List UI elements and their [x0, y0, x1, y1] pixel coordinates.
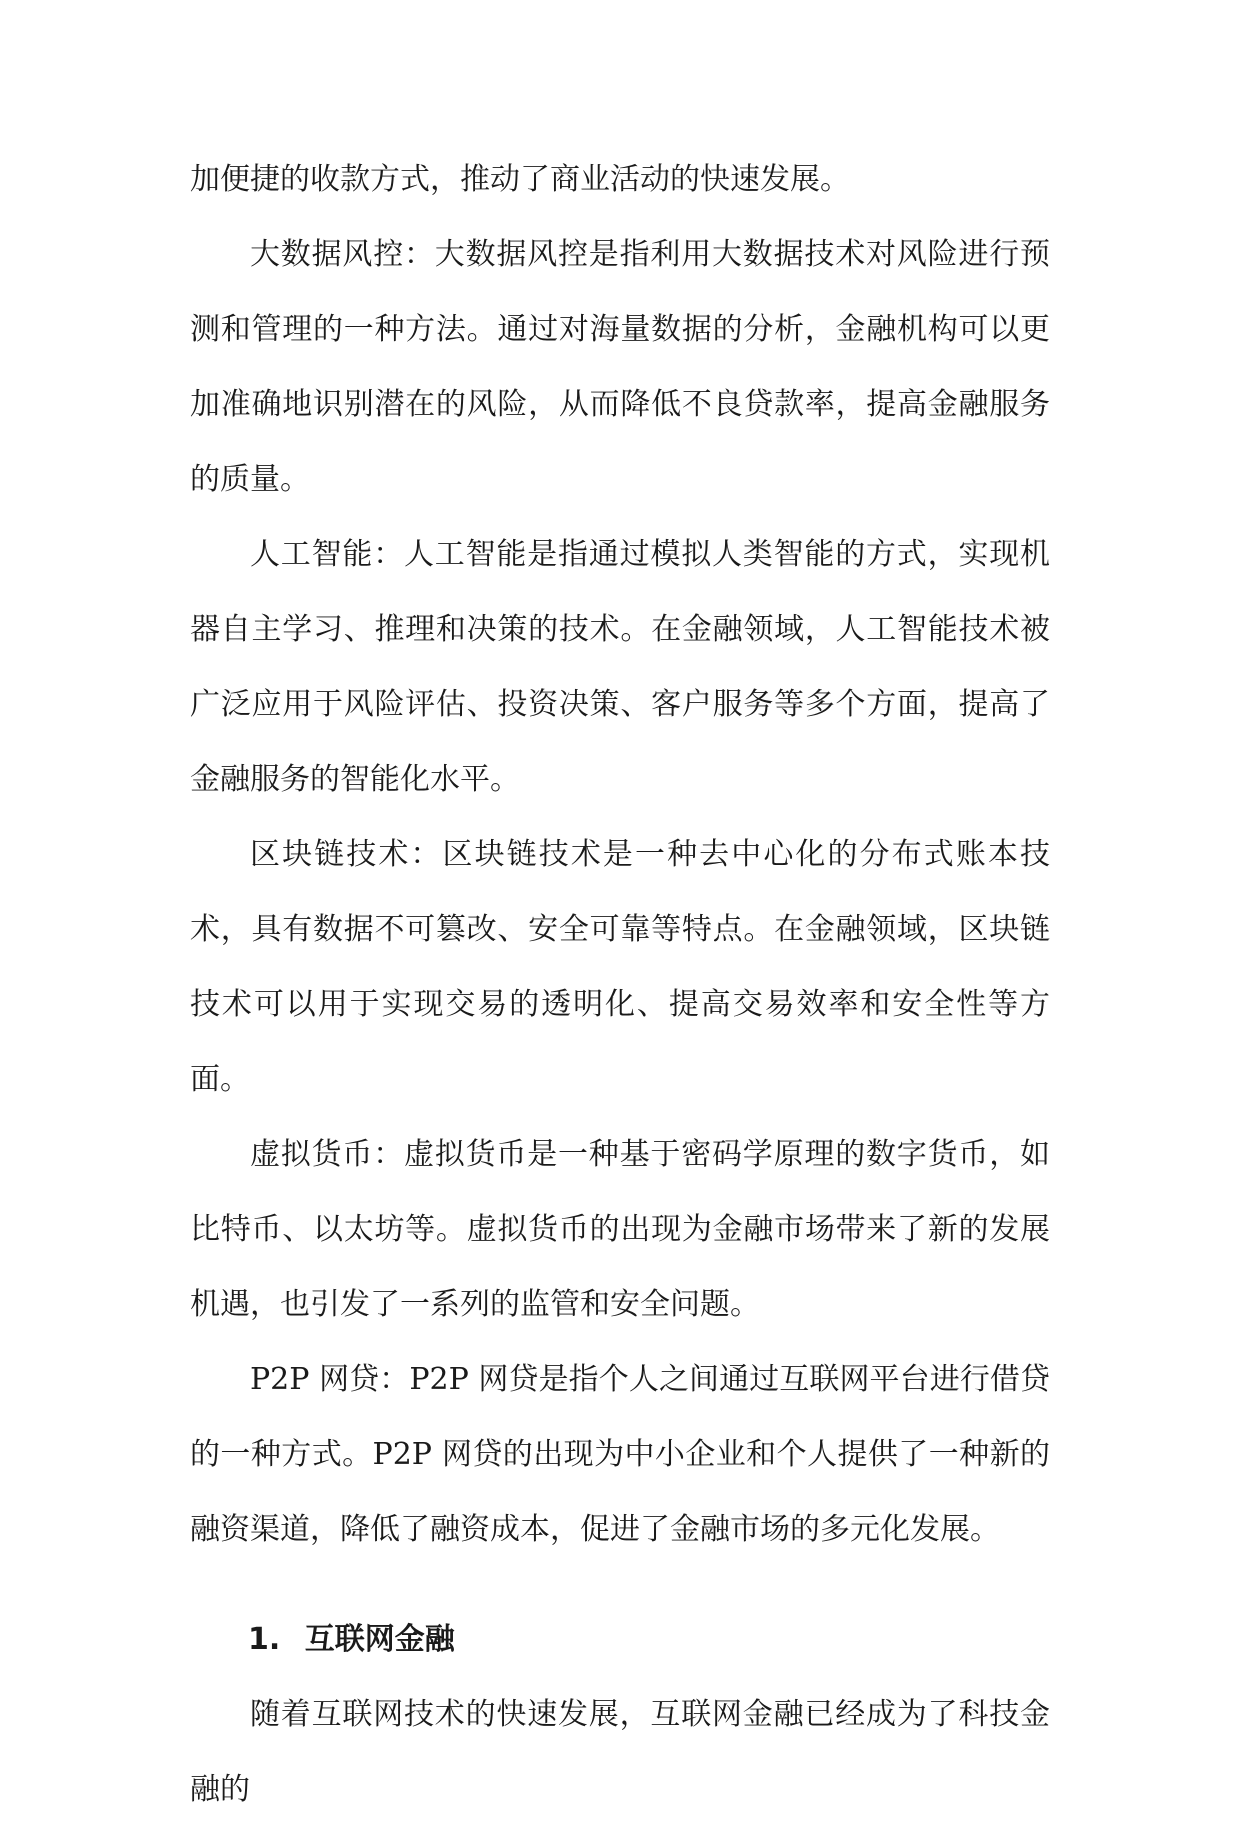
paragraph-internet-finance: 随着互联网技术的快速发展，互联网金融已经成为了科技金融的 [190, 1697, 1050, 1807]
paragraph-p2p-lending: P2P 网贷：P2P 网贷是指个人之间通过互联网平台进行借贷的一种方式。P2P 网贷的出现为中小企业和个人提供了一种新的融资渠道，降低了融资成本，促进了金融市场的多元化发展。 [190, 1362, 1050, 1547]
paragraph-continued: 加便捷的收款方式，推动了商业活动的快速发展。 [190, 162, 850, 197]
section-title: 互联网金融 [304, 1622, 455, 1657]
section-heading [190, 1602, 1050, 1677]
document-page [190, 142, 1050, 1827]
section-number: 1. [248, 1622, 281, 1657]
paragraph-blockchain: 区块链技术：区块链技术是一种去中心化的分布式账本技术，具有数据不可篡改、安全可靠等特点。在金融领域，区块链技术可以用于实现交易的透明化、提高交易效率和安全性等方面。 [190, 837, 1050, 1097]
paragraph-big-data-risk-control: 大数据风控：大数据风控是指利用大数据技术对风险进行预测和管理的一种方法。通过对海量数据的分析，金融机构可以更加准确地识别潜在的风险，从而降低不良贷款率，提高金融服务的质量。 [190, 237, 1050, 497]
paragraph-virtual-currency: 虚拟货币：虚拟货币是一种基于密码学原理的数字货币，如比特币、以太坊等。虚拟货币的出现为金融市场带来了新的发展机遇，也引发了一系列的监管和安全问题。 [190, 1137, 1050, 1322]
paragraph-artificial-intelligence: 人工智能：人工智能是指通过模拟人类智能的方式，实现机器自主学习、推理和决策的技术。在金融领域，人工智能技术被广泛应用于风险评估、投资决策、客户服务等多个方面，提高了金融服务的智能化水平。 [190, 537, 1050, 797]
